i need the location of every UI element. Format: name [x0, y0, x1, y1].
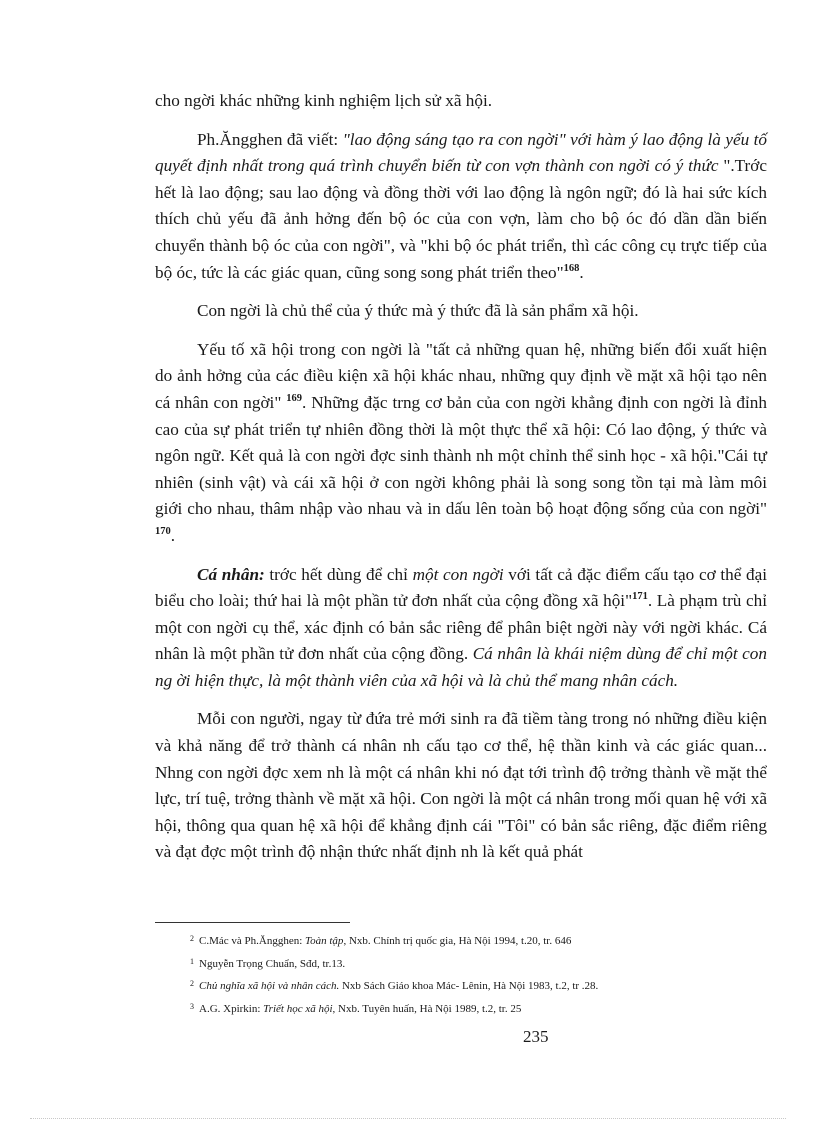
bottom-dotted-border: [30, 1118, 786, 1119]
term-ca-nhan: Cá nhân:: [197, 564, 265, 584]
footnote-divider: [155, 922, 350, 923]
footnote-ref-168: 168: [563, 262, 580, 274]
footnote-item: $^1$ Nguyễn Trọng Chuẩn, Sđd, tr.13.: [190, 956, 346, 970]
footnote-item: $^2$ Chủ nghĩa xã hội và nhân cách. Nxb Sách Giáo khoa Mác- Lênin, Hà Nội 1983, t.2, tr .28.: [190, 979, 599, 992]
paragraph-6: Mỗi con người, ngay từ đứa trẻ mới sinh ra đã tiềm tàng trong nó những điều kiện và khả năng để trở thành cá nhân nh cấu tạo cơ thể, hệ thần kinh và các giác quan... Nhng con ngời đợc xem nh là một cá nhân khi nó đạt tới trình độ trởng thành về mặt thể lực, trí tuệ, trởng thành về mặt xã hội. Con ngời là một cá nhân trong mối quan hệ với xã hội, thông qua quan hệ xã hội để khẳng định cái "Tôi" có bản sắc riêng, đặc điểm riêng và đạt đợc một trình độ nhận thức nhất định nh là kết quả phát: [155, 709, 767, 862]
footnote-ref-171: 171: [632, 591, 648, 603]
body-text: [155, 88, 767, 878]
paragraph-4: Yếu tố xã hội trong con ngời là "tất cả những quan hệ, những biến đổi xuất hiện do ảnh hởng của các điều kiện xã hội khác nhau, những quy định về mặt xã hội tạo nên cá nhân con ngời" $^{169}$. Những đặc trng cơ bản của con ngời khẳng định con ngời là đỉnh cao của sự phát triển tự nhiên đồng thời là một thực thể xã hội: Có lao động, ý thức và ngôn ngữ. Kết quả là con ngời đợc sinh thành nh một chỉnh thể sinh học - xã hội."Cái tự nhiên (sinh vật) và cái xã hội ở con ngời không phải là song song tồn tại mà làm môi giới cho nhau, thâm nhập vào nhau và in dấu lên toàn bộ hoạt động sống của con ngời" $^{170}$.: [155, 339, 767, 545]
paragraph-1: cho ngời khác những kinh nghiệm lịch sử xã hội.: [155, 91, 493, 110]
paragraph-2: Ph.Ăngghen đã viết: "lao động sáng tạo ra con ngời" với hàm ý lao động là yếu tố quyết định nhất trong quá trình chuyển biến từ con vợn thành con ngời có ý thức ".Trớc hết là lao động; sau lao động và đồng thời với lao động là ngôn ngữ; đó là hai sức kích thích chủ yếu đã ảnh hởng đến bộ óc của con vợn, làm cho bộ óc đó dần dần biến chuyển thành bộ óc của con ngời", và "khi bộ óc phát triển, thì các công cụ trực tiếp của bộ óc, tức là các giác quan, cũng song song phát triển theo"$^{168}$.: [155, 129, 768, 282]
definition-italic: Cá nhân là khái niệm dùng để chỉ một con ng ời hiện thực, là một thành viên của xã hội và là chủ thể mang nhân cách.: [155, 644, 767, 690]
paragraph-3: Con ngời là chủ thể của ý thức mà ý thức đã là sản phẩm xã hội.: [197, 301, 639, 321]
footnote-ref-170: 170: [155, 525, 171, 537]
footnote-item: $^2$ C.Mác và Ph.Ăngghen: Toàn tập, Nxb. Chính trị quốc gia, Hà Nội 1994, t.20, tr. 646: [190, 934, 572, 947]
paragraph-5: Cá nhân: trớc hết dùng để chỉ một con ngời với tất cả đặc điểm cấu tạo cơ thể đại biểu cho loài; thứ hai là một phần tử đơn nhất của cộng đồng xã hội"$^{171}$. Là phạm trù chỉ một con ngời cụ thể, xác định có bản sắc riêng để phân biệt ngời này với ngời khác. Cá nhân là một phần tử đơn nhất của cộng đồng. Cá nhân là khái niệm dùng để chỉ một con ng ời hiện thực, là một thành viên của xã hội và là chủ thể mang nhân cách.: [155, 564, 767, 690]
footnote-item: $^3$ A.G. Xpirkin: Triết học xã hội, Nxb. Tuyên huấn, Hà Nội 1989, t.2, tr. 25: [190, 1001, 522, 1015]
footnote-ref-169: 169: [286, 392, 303, 404]
footnotes: [190, 934, 750, 1024]
engels-quote: "lao động sáng tạo ra con ngời" với hàm ý lao động là yếu tố quyết định nhất trong quá trình chuyển biến từ con vợn thành con ngời có ý thức: [155, 129, 768, 176]
page-number: 235: [523, 1027, 549, 1046]
